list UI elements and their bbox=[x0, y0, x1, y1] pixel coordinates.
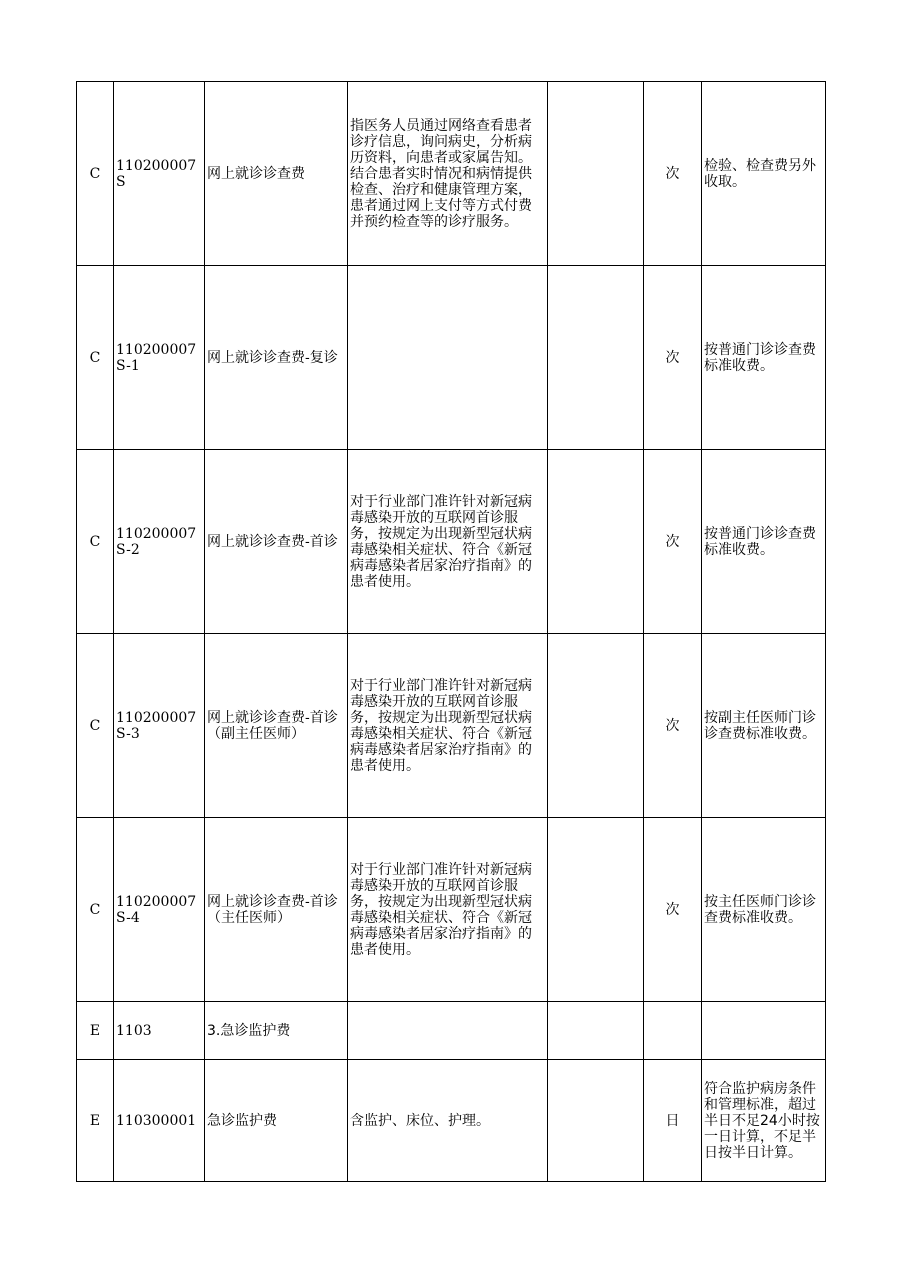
table-row bbox=[77, 266, 826, 450]
item-name-cell: 网上就诊诊查费-首诊（主任医师） bbox=[205, 818, 348, 1002]
excluded-cell bbox=[548, 266, 644, 450]
description-cell: 对于行业部门准许针对新冠病毒感染开放的互联网首诊服务，按规定为出现新型冠状病毒感染相关症状、符合《新冠病毒感染者居家治疗指南》的患者使用。 bbox=[348, 450, 548, 634]
description-cell bbox=[348, 266, 548, 450]
description-cell: 指医务人员通过网络查看患者诊疗信息，询问病史，分析病历资料，向患者或家属告知。结合患者实时情况和病情提供检查、治疗和健康管理方案，患者通过网上支付等方式付费并预约检查等的诊疗服务。 bbox=[348, 82, 548, 266]
level-cell: C bbox=[77, 634, 114, 818]
unit-cell: 次 bbox=[644, 818, 702, 1002]
unit-cell: 次 bbox=[644, 634, 702, 818]
excluded-cell bbox=[548, 82, 644, 266]
unit-cell: 次 bbox=[644, 82, 702, 266]
code-cell: 110200007S-4 bbox=[114, 818, 205, 1002]
remarks-cell bbox=[702, 1002, 826, 1060]
level-cell: E bbox=[77, 1002, 114, 1060]
code-cell: 110200007S-2 bbox=[114, 450, 205, 634]
remarks-cell: 符合监护病房条件和管理标准，超过半日不足24小时按一日计算，不足半日按半日计算。 bbox=[702, 1060, 826, 1182]
unit-cell bbox=[644, 1002, 702, 1060]
table-row bbox=[77, 1002, 826, 1060]
description-cell bbox=[348, 1002, 548, 1060]
item-name-cell: 急诊监护费 bbox=[205, 1060, 348, 1182]
code-cell: 110200007S-3 bbox=[114, 634, 205, 818]
item-name-cell: 网上就诊诊查费 bbox=[205, 82, 348, 266]
remarks-cell: 按普通门诊诊查费标准收费。 bbox=[702, 450, 826, 634]
code-cell: 110300001 bbox=[114, 1060, 205, 1182]
item-name-cell: 3.急诊监护费 bbox=[205, 1002, 348, 1060]
table-row bbox=[77, 634, 826, 818]
level-cell: C bbox=[77, 266, 114, 450]
code-cell: 110200007S-1 bbox=[114, 266, 205, 450]
table-row bbox=[77, 1060, 826, 1182]
description-cell: 对于行业部门准许针对新冠病毒感染开放的互联网首诊服务，按规定为出现新型冠状病毒感染相关症状、符合《新冠病毒感染者居家治疗指南》的患者使用。 bbox=[348, 634, 548, 818]
code-cell: 1103 bbox=[114, 1002, 205, 1060]
excluded-cell bbox=[548, 634, 644, 818]
table-row bbox=[77, 82, 826, 266]
level-cell: C bbox=[77, 450, 114, 634]
item-name-cell: 网上就诊诊查费-复诊 bbox=[205, 266, 348, 450]
level-cell: C bbox=[77, 82, 114, 266]
code-cell: 110200007S bbox=[114, 82, 205, 266]
unit-cell: 日 bbox=[644, 1060, 702, 1182]
level-cell: C bbox=[77, 818, 114, 1002]
description-cell: 对于行业部门准许针对新冠病毒感染开放的互联网首诊服务，按规定为出现新型冠状病毒感染相关症状、符合《新冠病毒感染者居家治疗指南》的患者使用。 bbox=[348, 818, 548, 1002]
description-cell: 含监护、床位、护理。 bbox=[348, 1060, 548, 1182]
table-row bbox=[77, 450, 826, 634]
unit-cell: 次 bbox=[644, 450, 702, 634]
remarks-cell: 按主任医师门诊诊查费标准收费。 bbox=[702, 818, 826, 1002]
level-cell: E bbox=[77, 1060, 114, 1182]
excluded-cell bbox=[548, 1002, 644, 1060]
remarks-cell: 按副主任医师门诊诊查费标准收费。 bbox=[702, 634, 826, 818]
remarks-cell: 检验、检查费另外收取。 bbox=[702, 82, 826, 266]
unit-cell: 次 bbox=[644, 266, 702, 450]
excluded-cell bbox=[548, 450, 644, 634]
item-name-cell: 网上就诊诊查费-首诊 bbox=[205, 450, 348, 634]
excluded-cell bbox=[548, 1060, 644, 1182]
item-name-cell: 网上就诊诊查费-首诊（副主任医师） bbox=[205, 634, 348, 818]
remarks-cell: 按普通门诊诊查费标准收费。 bbox=[702, 266, 826, 450]
excluded-cell bbox=[548, 818, 644, 1002]
table-row bbox=[77, 818, 826, 1002]
fee-table bbox=[76, 81, 826, 1182]
